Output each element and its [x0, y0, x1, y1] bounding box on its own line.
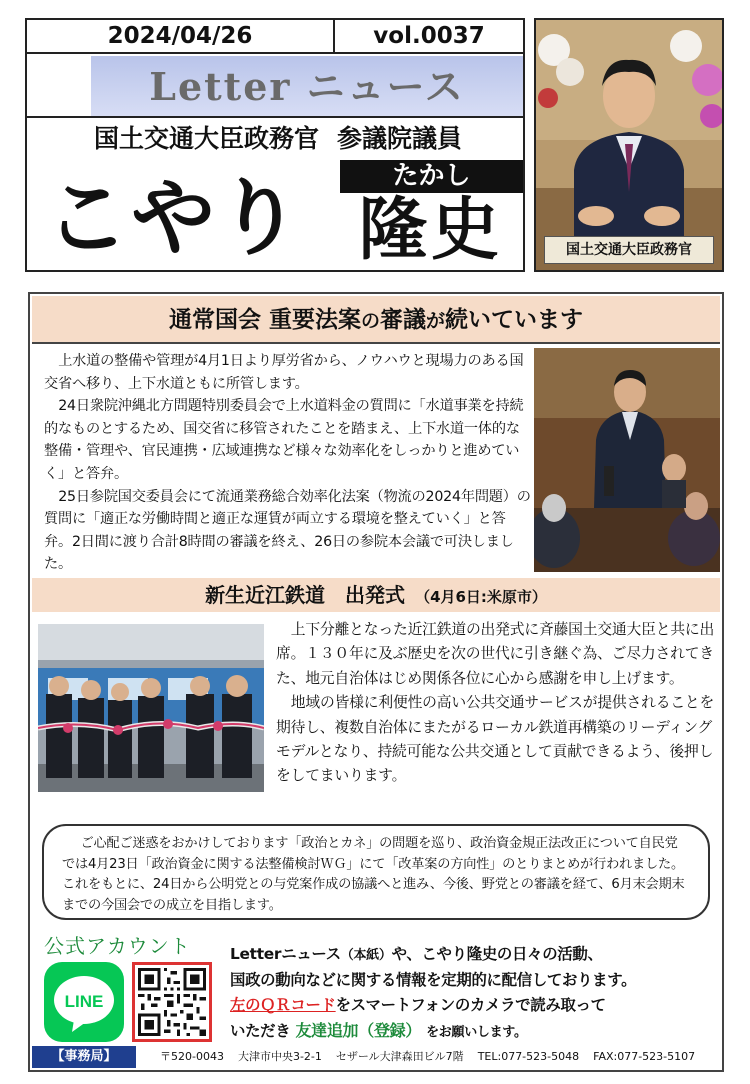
issue-date: 2024/04/26: [27, 20, 335, 54]
account-description: [230, 942, 720, 1045]
paragraph: 上下分離となった近江鉄道の出発式に斉藤国土交通大臣と共に出席。１３０年に及ぶ歴史を次の世代に引き継ぐ為、ご尽力されてきた、地元自治体はじめ関係各位に心から感謝を申し上げます。: [276, 621, 715, 687]
footer: [32, 1044, 720, 1070]
ceremony-photo: [38, 624, 264, 792]
portrait-photo: [534, 18, 724, 272]
section2-title-text: 新生近江鉄道 出発式: [205, 583, 406, 607]
line-logo[interactable]: [44, 962, 124, 1042]
fax: FAX:077-523-5107: [593, 1050, 696, 1063]
section2-subtitle: （4月6日:米原市）: [415, 588, 547, 606]
qr-code[interactable]: [132, 962, 212, 1042]
office-label: 【事務局】: [32, 1046, 136, 1068]
office-address: [160, 1044, 709, 1070]
divider: [27, 116, 523, 118]
issue-volume: vol.0037: [335, 20, 523, 54]
line-bubble-icon: [44, 962, 124, 1042]
paragraph: 上水道の整備や管理が4月1日より厚労省から、ノウハウと現場力のある国交省へ移り、上下水道ともに所管します。: [44, 353, 524, 392]
title-part: が: [426, 310, 446, 332]
street-address: 大津市中央3-2-1: [237, 1050, 322, 1063]
text: をスマートフォンのカメラで読み取って: [335, 996, 606, 1014]
main-content: [28, 292, 724, 1072]
line-label: LINE: [64, 992, 104, 1011]
account-line-1: [230, 942, 720, 968]
chamber-title: 参議院議員: [337, 124, 463, 153]
section1-title: [32, 296, 720, 344]
section2-title: [32, 578, 720, 612]
committee-photo: [534, 348, 720, 572]
qr-instruction-link: 左のＱＲコード: [230, 996, 336, 1014]
postal-code: 〒520-0043: [160, 1050, 224, 1063]
text: や、こやり隆史の日々の活動、: [391, 945, 603, 963]
add-friend-text: 友達追加（登録）: [295, 1021, 422, 1040]
newsletter-banner: [91, 56, 523, 118]
name-family: こやり: [45, 169, 304, 267]
notice-box: [42, 824, 710, 920]
text: （本紙）: [340, 948, 392, 963]
portrait-illustration: [536, 20, 722, 270]
section2-body: [276, 618, 720, 789]
telephone: TEL:077-523-5048: [477, 1050, 580, 1063]
notice-text: ご心配ご迷惑をおかけしております「政治とカネ」の問題を巡り、政治資金規正法改正について自民党では4月23日「政治資金に関する法整備検討ＷＧ」にて「改革案の方向性」のとりまとめが行われました。これをもとに、24日から公明党との与党案作成の協議へと進み、今後、野党との審議を経て、6月末会期末までの今国会での成立を目指します。: [62, 836, 685, 913]
name-given: 隆史: [359, 191, 504, 270]
official-account-title: 公式アカウント: [44, 934, 191, 958]
title-part: の: [360, 310, 380, 332]
title-part: 審議: [380, 307, 426, 333]
text: いただき: [230, 1022, 291, 1040]
post-title: 国土交通大臣政務官: [93, 124, 319, 153]
title-part: 続いています: [445, 307, 584, 333]
name-kana: たかし: [340, 160, 523, 193]
building: セザール大津森田ビル7階: [335, 1050, 464, 1063]
masthead: [25, 18, 525, 272]
account-line-4: [230, 1018, 720, 1045]
title-part: 通常国会 重要法案: [168, 307, 361, 333]
newsletter-name: Letter ニュース: [149, 64, 465, 109]
position-line: [33, 122, 523, 156]
paragraph: 25日参院国交委員会にて流通業務総合効率化法案（物流の2024年問題）の質問に「適正な労働時間と適正な運賃が両立する環境を整えていく」と答弁。2日間に渡り合計8時間の審議を終え、26日の参院本会議で可決しました。: [44, 488, 531, 573]
account-line-3: [230, 993, 720, 1018]
paragraph: 24日衆院沖縄北方問題特別委員会で上水道料金の質問に「水道事業を持続的なものとするため、国交省に移管されたことを踏まえ、上下水道一体的な整備・管理や、官民連携・広域連携など様々な効率化をしっかりと進めていく」と答弁。: [44, 398, 524, 482]
nameplate: 国土交通大臣政務官: [544, 236, 714, 264]
text: Letterニュース: [230, 945, 341, 963]
ceremony-illustration: [38, 624, 264, 792]
qr-code-icon: [138, 968, 206, 1036]
paragraph: 地域の皆様に利便性の高い公共交通サービスが提供されることを期待し、複数自治体にまたがるローカル鉄道再構築のリーディングモデルとなり、持続可能な公共交通として貢献できるよう、後押しをしてまいります。: [276, 694, 715, 785]
account-line-2: 国政の動向などに関する情報を定期的に配信しております。: [230, 971, 637, 989]
committee-illustration: [534, 348, 720, 572]
text: をお願いします。: [426, 1025, 527, 1040]
section1-body: [44, 350, 532, 576]
